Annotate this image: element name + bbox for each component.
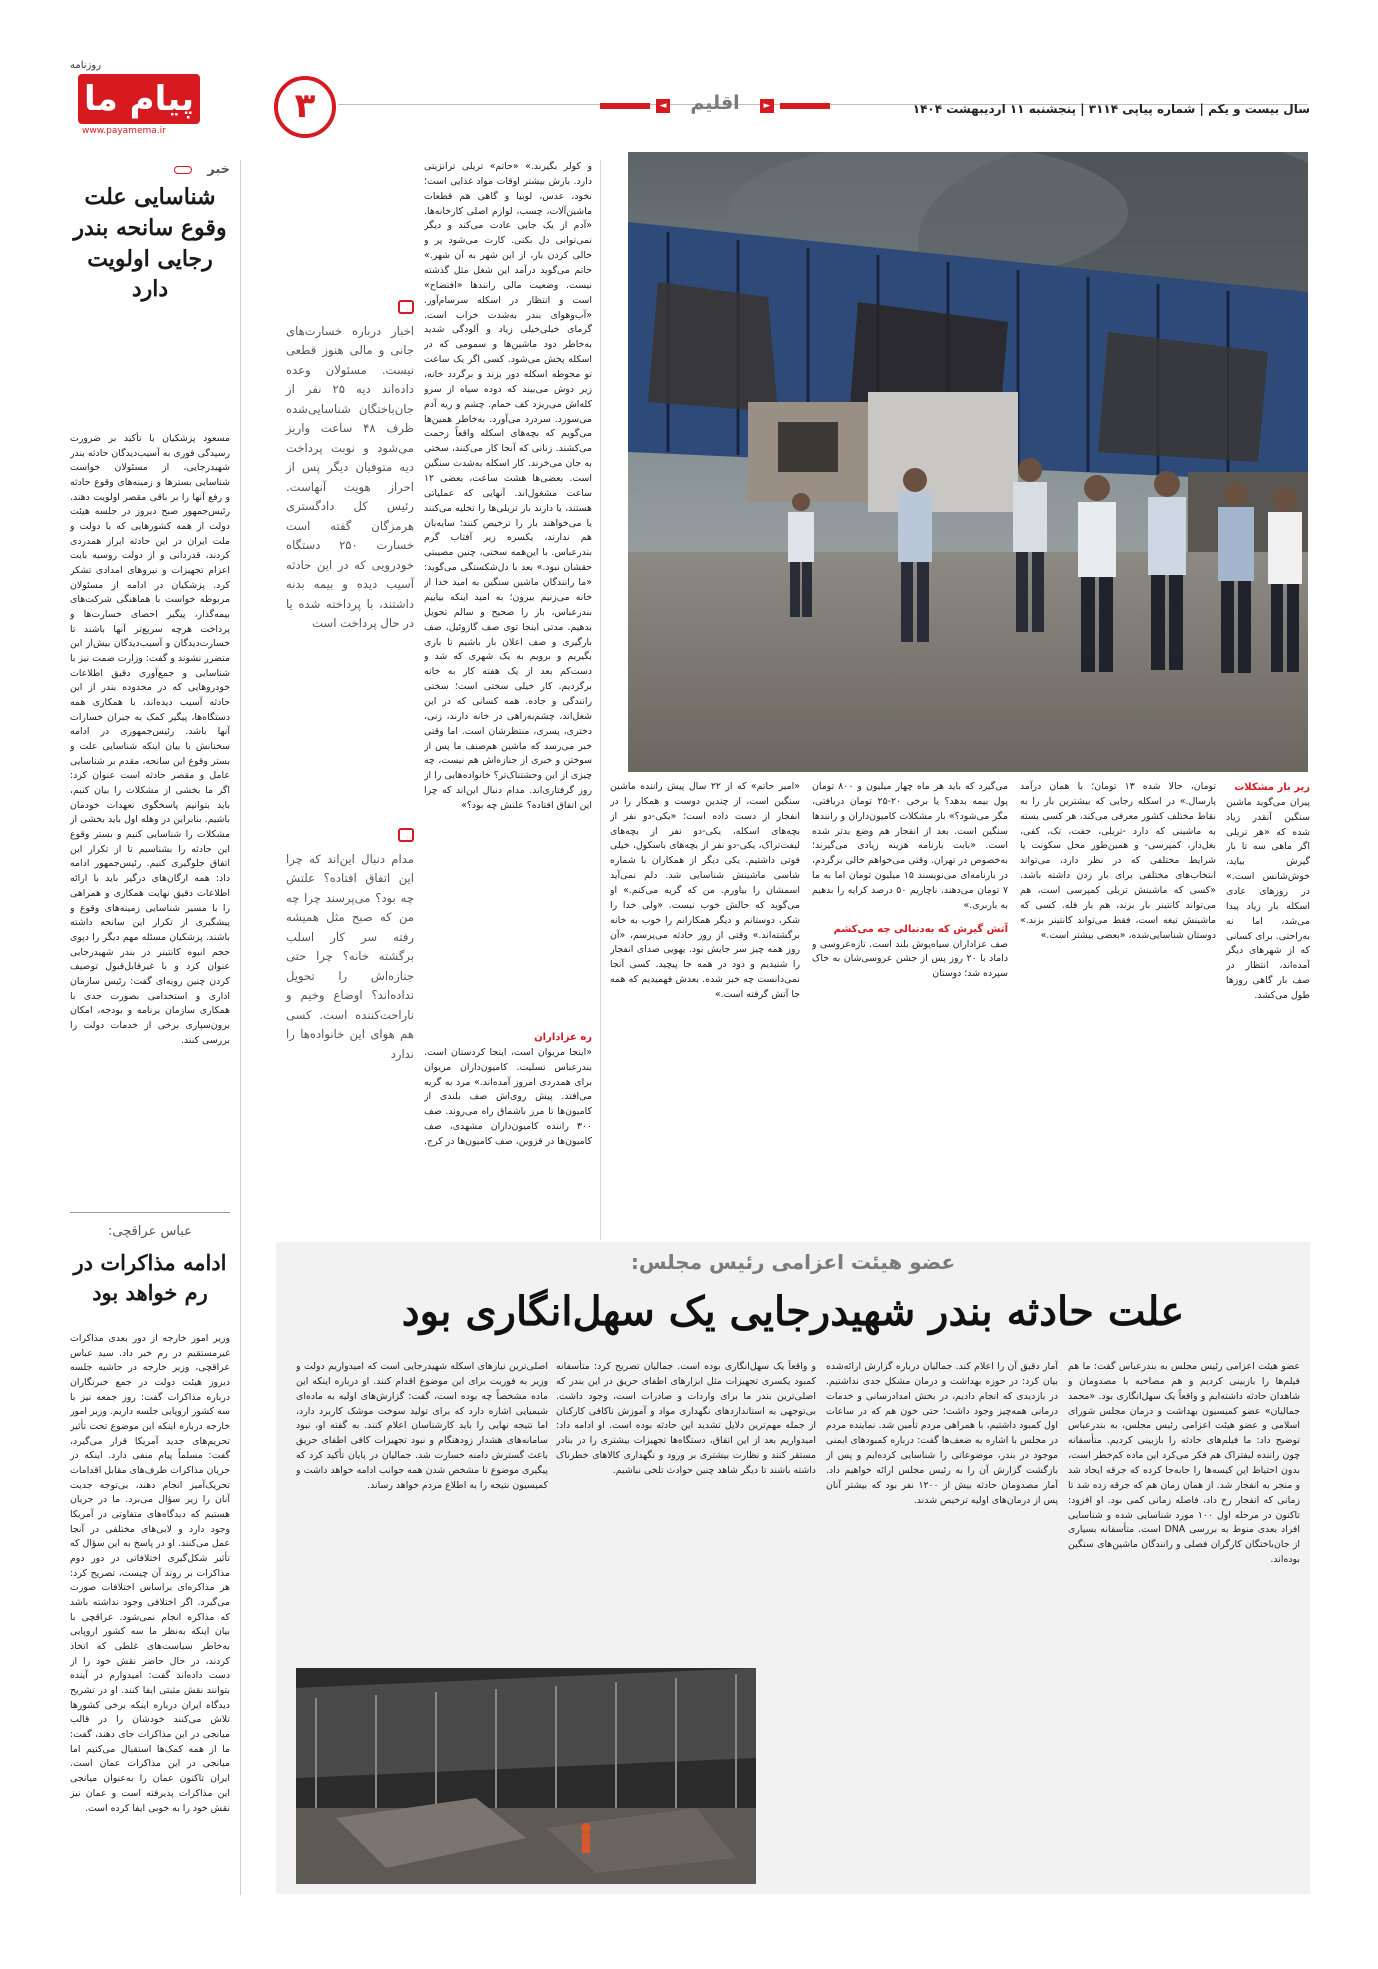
sidebar-divider — [70, 1212, 230, 1213]
article-column-a: و کولر بگیرند.» «حاتم» تریلی ترانزیتی دارد. بارش بیشتر اوقات مواد غذایی است؛ نخود، عدس، لوبیا و گاهی هم قطعات ماشین‌آلات، چسب، لوازم اصلی کارخانه‌ها. «آدم از یک جایی عادت می‌کند و دیگر نمی‌توانی دل بکنی. کارت می‌شود پر و خالی کردن بار، از این شهر به آن شهر.» حاتم می‌گوید درآمد این شغل مثل گذشته نیست. وضعیت مالی رانندها «افتضاح» است و انتظار در اسکله سرسام‌آور. «آب‌وهوای بندر به‌شدت خراب است. گرمای خیلی‌خیلی زیاد و آلودگی شدید به‌خاطر دود ماشین‌ها و سمومی که در اسکله پخش می‌شود. کسی اگر یک ساعت تو محوطه اسکله دور بزند و برگردد خانه، زیر دوش می‌بیند که دوده سیاه از سرو کله‌اش می‌ریزد کف حمام. چشم و ریه آدم می‌سوزد. سردرد می‌آورد. به‌خاطر همین‌ها می‌گویم که بچه‌های اسکله واقعاً زحمت می‌کشند. زنانی که آنجا کار می‌کنند، سختی به جان می‌خرند. کار اسکله به‌شدت سنگین است. بعضی‌ها هشت ساعت، بعضی ۱۲ ساعت مشغول‌اند. آنهایی که عملیاتی هستند، یا دارند بار تریلی‌ها را تخلیه می‌کنند یا می‌خواهند بار را ترخیص کنند؛ سایه‌بان هم ندارند، یکسره زیر آفتاب گرم بندرعباس. با این‌همه سختی، چنین مصیبتی حقشان نبود.» بعد با دل‌شکستگی می‌گوید: «ما رانندگان ماشین سنگین به امید خدا از خانه می‌زنیم بیرون؛ به امید اینکه بیاییم بندرعباس، بار را صحیح و سالم تحویل بدهیم. مدتی اینجا توی صف گازوئیل، صف بارگیری و صف اعلان بار باشیم تا باری بگیریم و برویم به یک شهری که شد و دست‌کم بعد از یک هفته کار به خانه برگردیم. کار خیلی سختی است؛ سختی رانندگی و جاده. همه کسانی که در این شغل‌اند، چشم‌به‌راهی در خانه دارند، زنی، دختری، پسری، منتظرشان است. اما وقتی خبر می‌رسد که ماشین هم‌صنف ما پس از سوختن و خبری از جنازه‌اش هم نیست، چه چیزی از این وحشتناک‌تر؟ خانواده‌هایی را از روز گرفتاری‌اند. مدام دنبال این‌اند که چرا این اتفاق افتاده؟ علتش چه بود؟» — [424, 161, 592, 811]
feature-photo-illustration — [296, 1668, 756, 1884]
article-subhead: آتش گیرش که به‌دنبالی چه می‌کشم — [833, 923, 1008, 935]
article-subhead: زیر بار مشکلات — [1234, 782, 1310, 793]
sidebar2-headline: ادامه مذاکرات در رم خواهد بود — [73, 1250, 227, 1306]
hero-photo-illustration — [628, 152, 1308, 772]
quote-icon — [398, 300, 414, 314]
sidebar-headline: شناسایی علت وقوع سانحه بندر رجایی اولویت دارد — [73, 184, 227, 303]
news-label-icon — [174, 166, 192, 174]
news-label: خبر — [207, 162, 230, 177]
feature-column-3: و واقعاً یک سهل‌انگاری بوده است. جمالیان تصریح کرد: متأسفانه کمبود یکسری تجهیزات مثل ابزارهای اطفای حریق در این بندر که اصلی‌ترین بندر ما برای واردات و صادرات است، وجود داشت. بی‌توجهی به استانداردهای نگهداری مواد و آموزش ناکافی کارکنان از جمله مهم‌ترین دلایل تشدید این حادثه بوده است. او ادامه داد: امیدواریم بعد از این اتفاق، دستگاه‌ها تجهیزات بیشتری را در بنادر مستقر کنند و نظارت بیشتری بر ورود و نگهداری کالاهای خطرناک داشته باشند تا دیگر شاهد چنین حوادث تلخی نباشیم. — [556, 1361, 816, 1477]
sidebar-news — [70, 160, 230, 1895]
feature-photo — [296, 1668, 756, 1884]
article-paragraph: «اینجا مریوان است، اینجا کردستان است. بندرعباس تسلیت. کامیون‌داران مریوان برای همدردی امروز آمده‌اند.» مرد به گریه می‌افتد. پیش روی‌اش صف بلندی از کامیون‌ها تا مرز باشماق راه می‌روند. صف ۳۰۰ راننده کامیون‌داران مشهدی، صف کامیون‌ها در قزوین، صف کامیون‌ها در کرج. — [424, 1046, 592, 1147]
feature-headline: علت حادثه بندر شهیدرجایی یک سهل‌انگاری بود — [401, 1288, 1185, 1335]
quote-icon — [398, 828, 414, 842]
column-rule — [240, 160, 241, 1895]
section-title: اقلیم — [690, 92, 740, 114]
section-bar-left — [600, 103, 650, 109]
article-column-b: «امیر حاتم» که از ۲۲ سال پیش راننده ماشین سنگین است، از چندین دوست و همکار را در انفجار از دست داده است؛ «یکی-دو نفر از بچه‌های اسکله، یکی-دو نفر از بچه‌های لیفت‌تراک، یکی-دو نفر از بچه‌های باسکول، خیلی فوتی داشتیم. یکی دیگر از همکاران با شماره شاسی ماشینش شناسایی شد. دلم نمی‌آید اسمشان را بیاورم. من که گریه می‌کنم.» او می‌گوید که حالش خوب نیست. «ولی خدا را شکر، دوستانم و دیگر همکارانم را خوب به خانه برگشته‌اند.» وقتی از روز حادثه می‌پرسم، «آن روز همه چیز سر جایش بود. یهویی صدای انفجار را شنیدیم و دود در همه جا پیچید. کسی آنجا نمی‌دانست چه خبر شده. بعدش فهمیدیم که همه جا آتش گرفته است.» — [610, 781, 800, 1001]
article-column-e — [1226, 780, 1310, 1236]
page-number: ۳ — [274, 76, 336, 138]
article-column-d: تومان، حالا شده ۱۳ تومان؛ با همان درآمد پارسال.» در اسکله رجایی که بیشترین بار را به نقاط مختلف کشور معرفی می‌کند، هر کسی بسته به ماشینی که دارد -تریلی، جفت، تک، کفی، بغل‌دار، کمپرسی- و همین‌طور محل سکونت یا شرایط مختلفی که در نظر دارد، می‌تواند انتخاب‌های مختلفی برای بار زدن داشته باشد. «کسی که ماشینش تریلی کمپرسی است، هم می‌تواند کانتینر بار بزند، هم بار فله. کسی که ماشینش تیغه است، فقط می‌تواند کانتینر بزند.» دوستان شناسایی‌شده، «بعضی بیشتر است.» — [1020, 781, 1216, 941]
sidebar2-body: وزیر امور خارجه از دور بعدی مذاکرات غیرمستقیم در رم خبر داد. سید عباس عراقچی، وزیر خارجه در حاشیه جلسه دیروز هیئت دولت در جمع خبرنگاران درباره مذاکرات گفت: روز جمعه نیز با سه کشور اروپایی جلسه داریم. وزیر امور خارجه درباره اینکه این موضوع تحت تأثیر تحریم‌های جدید آمریکا قرار می‌گیرد، گفت: مسلماً پیام منفی دارد. اینکه در جریان مذاکرات طرف‌های مقابل اقدامات تحریک‌آمیز انجام دهند، بی‌توجه جدیت آنان را زیر سؤال می‌برد. ما در جریان هستیم که دیدگاه‌های متفاوتی در آمریکا وجود دارد و لابی‌های مختلفی در آنجا عمل می‌کنند. او در پاسخ به این سؤال که تأثیر شکل‌گیری اختلافاتی در دور دوم مذاکرات بر روند آن چیست، تصریح کرد: هر مذاکره‌ای براساس اختلافات صورت می‌گیرد. اگر اختلافی وجود نداشته باشد که مذاکره انجام نمی‌شود. عراقچی با بیان اینکه به‌نظر ما سه کشور اروپایی به‌خاطر سیاست‌های غلطی که اتخاذ کردند، در حال حاضر نقش خود را از دست داده‌اند گفت: امیدوارم در آینده بتوانند نقش مثبتی ایفا کنند. او در تشریح دیدگاه ایران درباره اینکه برخی کشورها تلاش می‌کنند خودشان را در قالب میانجی در این مذاکرات جای دهند، گفت: ما از همه کمک‌ها استقبال می‌کنیم اما میانجی در این مذاکرات عمان است. ایران تاکنون عمان را به‌عنوان میانجی این مذاکرات پذیرفته است و عمان نیز نقش خود را به خوبی ایفا کرده است. — [70, 1333, 230, 1814]
feature-supertitle: عضو هیئت اعزامی رئیس مجلس: — [630, 1250, 956, 1274]
section-bar-right — [780, 103, 830, 109]
article-subhead: ره عزاداران — [534, 1032, 592, 1043]
article-column-c — [812, 780, 1008, 1236]
page-header — [0, 0, 1378, 150]
logo-url: www.payamema.ir — [82, 126, 166, 136]
article-paragraph: صف عزاداران سیاه‌پوش بلند است. تازه‌عروسی و داماد با ۲۰ روز پس از جشن عروسی‌شان به خاک سپرده شد؛ دوستان — [812, 938, 1008, 980]
pull-quote-text: اخبار درباره خسارت‌های جانی و مالی هنوز قطعی نیست. مسئولان وعده داده‌اند دیه ۲۵ نفر از جان‌باختگان شناسایی‌شده ظرف ۴۸ ساعت واریز می‌شود و نوبت پرداخت دیه متوفیان دیگر پس از احراز هویت آنهاست. رئیس کل دادگستری هرمزگان گفته است خسارت ۲۵۰ دستگاه خودرویی که در این حادثه آسیب دیده و بیمه بدنه داشتند، با پرداخته شده یا در حال پرداخت است — [286, 324, 414, 631]
issue-info: سال بیست و یکم | شماره پیاپی ۳۱۱۴ | پنجشنبه ۱۱ اردیبهشت ۱۴۰۴ — [912, 102, 1310, 116]
article-paragraph: می‌گیرد که باید هر ماه چهار میلیون و ۸۰۰ تومان پول بیمه بدهد؟ یا برخی ۲۰-۲۵ تومان دریافتی، مگر می‌شود؟» بار مشکلات کامیون‌داران و رانندها سنگین است. بعد از انفجار هم وضع بدتر شده است. «بابت بارنامه هزینه زیادی می‌گیرند؛ به‌خصوص در تهران. وقتی می‌خواهم خالی برگردم، در بارنامه‌ای می‌نویسند ۱۵ میلیون تومان اما به ما ۷ تومان می‌دهند. ناچاریم ۵۰ درصد کرایه را بدهیم به باربری.» — [812, 781, 1008, 911]
arrow-right-icon: ► — [760, 99, 774, 113]
logo-tag: روزنامه — [70, 60, 102, 71]
sidebar-body: مسعود پزشکیان با تأکید بر ضرورت رسیدگی فوری به آسیب‌دیدگان حادثه بندر شهیدرجایی، از مسئولان خواست شناسایی بسترها و زمینه‌های وقوع حادثه و رفع آنها را بر باقی مقصر اولویت دهند. رئیس‌جمهور صبح دیروز در جلسه هیئت دولت از همه کشورهایی که با دولت و ملت ایران در این حادثه ابراز همدردی کردند، قدردانی و از دولت روسیه بابت اعزام تجهیزات و نیروهای امدادی تشکر کرد. پزشکیان در ادامه از مسئولان مربوطه خواست با هماهنگی شرکت‌های بیمه‌گذار، پیگیر احصای خسارت‌ها و پرداخت هرچه سریع‌تر آنها باشند تا خسارت‌دیدگان و آسیب‌دیدگان بیش‌از این متضرر نشوند و گفت: وزارت صمت نیز با شناسایی و جمع‌آوری دقیق اطلاعات خودروهایی که در محدوده بندر از این حادثه آسیب دیده‌اند، با همکاری همه دستگاه‌ها، پیگیر کمک به جبران خسارات آنها باشد. رئیس‌جمهوری در ادامه سخنانش با بیان اینکه شناسایی علت و بستر وقوع این سانحه، مقدم بر شناسایی عامل و مقصر حادثه است عنوان کرد: اگر ما بخشی از مشکلات را بیان کنیم، باید بتوانیم پاسخگوی تعهدات خودمان باشیم. بنابراین در وهله اول باید بخشی از مشکلات را شناسایی کنیم و بستر وقوع این حادثه را بشناسیم تا از تکرار این اتفاق جلوگیری کنیم. رئیس‌جمهور ادامه داد: همه ارگان‌های درگیر باید با ارائه اطلاعات دقیق نهایت همکاری و همراهی را با مسیر شناسایی زمینه‌های وقوع و پیشگیری از تکرار این سانحه داشته باشند. پزشکیان مسئله مهم دیگر را دپوی حجم انبوه کانتینر در بندر شهیدرجایی عنوان کرد و با غیرقابل‌قبول توصیف کردن چنین رویه‌ای گفت: رئیس سازمان اداری و استخدامی بصورت جدی با همکاری سازمان برنامه و بودجه، امکان برون‌سپاری برخی از خدمات دولت را بررسی کنند. — [70, 433, 230, 1046]
article-column-a-cont — [424, 1030, 592, 1230]
feature-column-2: آمار دقیق آن را اعلام کند. جمالیان درباره گزارش ارائه‌شده بیان کرد: در حوزه بهداشت و درمان مشکل جدی نداشتیم. در بازدیدی که انجام دادیم، در بخش امدادرسانی و خدمات درمانی همه‌چیز وجود داشت؛ حتی خون هم که در ساعات اول کمبود داشتیم، با همراهی مردم تأمین شد. نماینده مردم در مجلس با اشاره به ضعف‌ها گفت: درباره کمبودهای ایمنی موجود در بندر، موضوعاتی را شناسایی کرده‌ایم و پس از بازگشت گزارش آن را به رئیس مجلس ارائه خواهیم داد. آمار مصدومان حادثه بیش از ۱۲۰۰ نفر بود که بیشتر آنان پس از درمان‌های اولیه ترخیص شدند. — [826, 1361, 1058, 1506]
article-paragraph: پیران می‌گوید ماشین سنگین آنقدر زیاد شده که «هر تریلی اگر ماهی سه تا بار گیرش بیاید، خوش‌شانس است.» در روزهای عادی اسکله بار زیاد پیدا می‌شد، اما نه به‌راحتی. برای کسانی که از شهرهای دیگر آمده‌اند، انتظار در صف بار گاهی روزها طول می‌کشد. — [1226, 796, 1310, 1001]
feature-column-1: عضو هیئت اعزامی رئیس مجلس به بندرعباس گفت: ما هم فیلم‌ها را بازبینی کردیم و هم مصاحبه با مصدومان و شاهدان حادثه داشته‌ایم و واقعاً یک سهل‌انگاری بود. «محمد جمالیان» عضو کمیسیون بهداشت و درمان مجلس شورای اسلامی و عضو هیئت اعزامی رئیس مجلس، به بندرعباس توضیح داد: ما فیلم‌های حادثه را بازبینی کردیم. متأسفانه چون راننده لیفتراک هم فکر می‌کرد این ماده کم‌خطر است، بدون احتیاط این کیسه‌ها را جابه‌جا کرده که جرقه ایجاد شد و منجر به انفجار شد. از همان زمان هم که جرقه زده شد تا زمانی که انفجار رخ داد، فاصله زمانی کمی بود. او افزود: تاکنون در مرحله اول ۱۰۰ مورد شناسایی شده و شناسایی افراد بعدی منوط به بررسی DNA است. متأسفانه بسیاری از جان‌باختگان کارگران فصلی و رانندگان ماشین‌های سنگین بوده‌اند. — [1068, 1361, 1300, 1566]
sidebar2-author: عباس عراقچی: — [107, 1224, 192, 1239]
arrow-left-icon: ◄ — [656, 99, 670, 113]
pull-quote-text: مدام دنبال این‌اند که چرا این اتفاق افتاده؟ علتش چه بود؟ می‌پرسند چرا چه من که صبح مثل همیشه رفته سر کار اسلب برگشته خانه؟ چرا حتی جنازه‌اش را تحویل نداده‌اند؟ اوضاع وخیم و ناراحت‌کننده است. کسی هم هوای این خانواده‌ها را ندارد — [286, 852, 414, 1061]
newspaper-logo: پیام ما — [78, 74, 200, 124]
section-tab — [600, 92, 830, 118]
news-label-row — [70, 162, 230, 178]
hero-photo — [628, 152, 1308, 772]
feature-column-4: اصلی‌ترین نیازهای اسکله شهیدرجایی است که امیدواریم دولت و وزیر به فوریت برای این موضوع اقدام کنند. او درباره اینکه این ماده مشخصاً چه بوده است، گفت: گزارش‌های اولیه به ماده‌ای شیمیایی اشاره دارد که برای تولید سوخت موشک کاربرد دارد، اما نتیجه نهایی را باید کارشناسان اعلام کنند. به گفته او، نبود سامانه‌های هشدار زودهنگام و نبود تجهیزات کافی اطفای حریق باعث گسترش دامنه خسارت شد. جمالیان در پایان تأکید کرد که پیگیری موضوع تا مشخص شدن همه جوانب ادامه خواهد داشت و کمیسیون نتیجه را به اطلاع مردم خواهد رساند. — [296, 1361, 548, 1491]
column-rule — [600, 160, 601, 1240]
